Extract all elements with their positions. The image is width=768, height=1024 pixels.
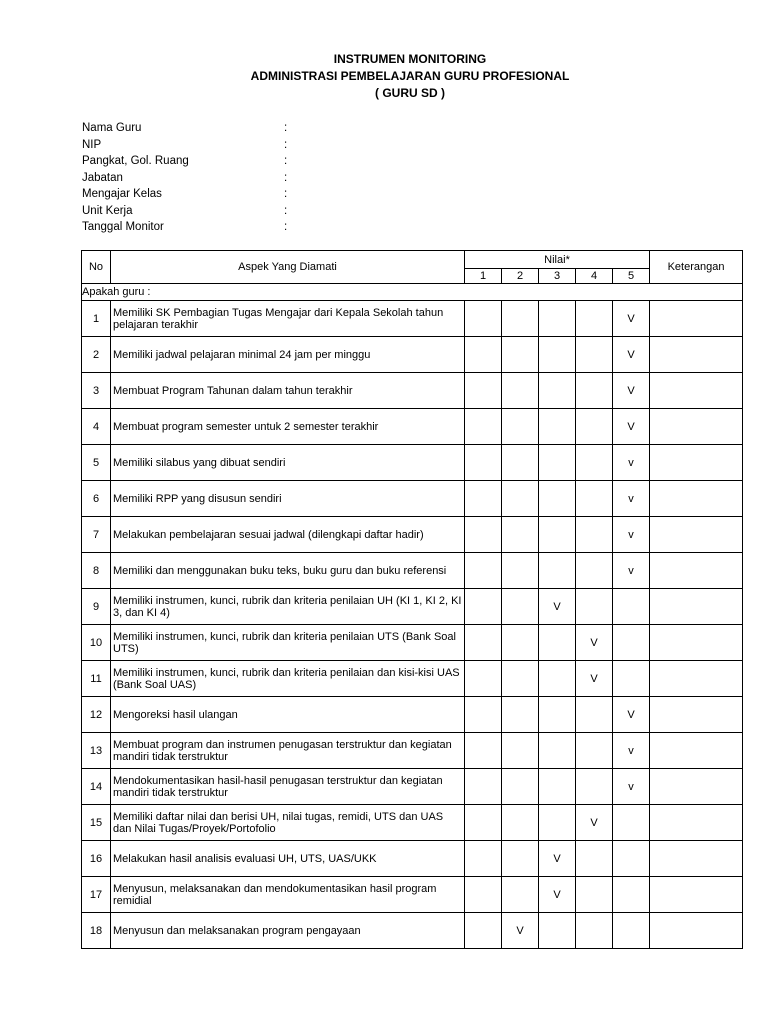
table-row	[82, 517, 743, 553]
row-keterangan	[650, 841, 743, 877]
row-aspek: Mendokumentasikan hasil-hasil penugasan terstruktur dan kegiatan mandiri tidak terstruktur	[111, 769, 465, 805]
row-number: 18	[82, 913, 111, 949]
field-label: Pangkat, Gol. Ruang	[82, 155, 189, 167]
table-row	[82, 445, 743, 481]
section-label: Apakah guru :	[82, 284, 743, 301]
score-cell-5: v	[613, 445, 650, 481]
score-cell-4	[576, 337, 613, 373]
score-cell-4: V	[576, 805, 613, 841]
score-cell-4: V	[576, 661, 613, 697]
score-header-3: 3	[539, 269, 576, 284]
score-cell-5: v	[613, 769, 650, 805]
row-aspek: Memiliki jadwal pelajaran minimal 24 jam per minggu	[111, 337, 465, 373]
row-keterangan	[650, 769, 743, 805]
field-label: NIP	[82, 138, 102, 151]
table-row	[82, 841, 743, 877]
score-cell-3	[539, 445, 576, 481]
row-keterangan	[650, 625, 743, 661]
field-label: Tanggal Monitor	[82, 221, 164, 233]
score-cell-1	[465, 481, 502, 517]
score-cell-3	[539, 913, 576, 949]
score-cell-5	[613, 805, 650, 841]
header-aspek: Aspek Yang Diamati	[111, 251, 465, 284]
row-aspek: Memiliki SK Pembagian Tugas Mengajar dari Kepala Sekolah tahun pelajaran terakhir	[111, 301, 465, 337]
field-colon: :	[284, 221, 288, 233]
score-cell-4	[576, 553, 613, 589]
score-cell-1	[465, 517, 502, 553]
table-row	[82, 697, 743, 733]
row-number: 1	[82, 301, 111, 337]
score-cell-4	[576, 373, 613, 409]
table-row	[82, 805, 743, 841]
table-row	[82, 337, 743, 373]
field-colon: :	[284, 122, 288, 134]
row-aspek: Memiliki daftar nilai dan berisi UH, nilai tugas, remidi, UTS dan UAS dan Nilai Tugas/Proyek/Portofolio	[111, 805, 465, 841]
row-number: 9	[82, 589, 111, 625]
score-cell-5: V	[613, 697, 650, 733]
score-cell-3	[539, 553, 576, 589]
score-cell-3: V	[539, 841, 576, 877]
field-label: Jabatan	[82, 171, 123, 184]
row-keterangan	[650, 409, 743, 445]
score-cell-1	[465, 373, 502, 409]
score-cell-4	[576, 841, 613, 877]
score-cell-2	[502, 697, 539, 733]
row-number: 12	[82, 697, 111, 733]
row-aspek: Menyusun, melaksanakan dan mendokumentasikan hasil program remidial	[111, 877, 465, 913]
score-cell-5	[613, 841, 650, 877]
row-keterangan	[650, 913, 743, 949]
field-label: Unit Kerja	[82, 204, 133, 217]
table-row	[82, 301, 743, 337]
row-number: 4	[82, 409, 111, 445]
score-cell-5	[613, 913, 650, 949]
header-nilai: Nilai*	[465, 251, 650, 269]
row-keterangan	[650, 481, 743, 517]
row-keterangan	[650, 445, 743, 481]
score-cell-3	[539, 661, 576, 697]
score-cell-3	[539, 805, 576, 841]
score-cell-1	[465, 877, 502, 913]
score-cell-5	[613, 589, 650, 625]
field-colon: :	[284, 204, 288, 217]
row-keterangan	[650, 661, 743, 697]
score-cell-5: V	[613, 337, 650, 373]
row-keterangan	[650, 733, 743, 769]
score-cell-1	[465, 661, 502, 697]
score-cell-2	[502, 481, 539, 517]
score-cell-5	[613, 661, 650, 697]
table-row	[82, 877, 743, 913]
score-cell-2	[502, 589, 539, 625]
score-cell-1	[465, 913, 502, 949]
field-label: Mengajar Kelas	[82, 188, 162, 200]
table-row	[82, 589, 743, 625]
score-cell-5	[613, 877, 650, 913]
row-number: 14	[82, 769, 111, 805]
field-row	[82, 153, 296, 170]
score-cell-3	[539, 337, 576, 373]
row-aspek: Membuat Program Tahunan dalam tahun terakhir	[111, 373, 465, 409]
row-aspek: Memiliki RPP yang disusun sendiri	[111, 481, 465, 517]
score-cell-1	[465, 697, 502, 733]
row-number: 6	[82, 481, 111, 517]
row-keterangan	[650, 589, 743, 625]
table-row	[82, 625, 743, 661]
score-cell-4	[576, 913, 613, 949]
field-row	[82, 137, 296, 154]
document-subtitle-level: ( GURU SD )	[375, 86, 445, 100]
header-keterangan: Keterangan	[650, 251, 743, 284]
monitoring-table	[81, 250, 743, 949]
row-number: 11	[82, 661, 111, 697]
field-label: Nama Guru	[82, 122, 142, 134]
score-cell-3	[539, 409, 576, 445]
score-cell-4	[576, 589, 613, 625]
score-cell-2	[502, 733, 539, 769]
table-row	[82, 553, 743, 589]
score-header-2: 2	[502, 269, 539, 284]
score-cell-5: V	[613, 373, 650, 409]
table-row	[82, 769, 743, 805]
score-cell-1	[465, 805, 502, 841]
row-aspek: Membuat program dan instrumen penugasan terstruktur dan kegiatan mandiri tidak terstruktur	[111, 733, 465, 769]
table-row	[82, 373, 743, 409]
field-row	[82, 219, 296, 236]
score-header-4: 4	[576, 269, 613, 284]
row-keterangan	[650, 337, 743, 373]
score-cell-4	[576, 409, 613, 445]
score-cell-3: V	[539, 589, 576, 625]
row-number: 17	[82, 877, 111, 913]
field-row	[82, 170, 296, 187]
row-keterangan	[650, 697, 743, 733]
score-cell-1	[465, 733, 502, 769]
field-colon: :	[284, 171, 288, 184]
table-row	[82, 409, 743, 445]
score-cell-4	[576, 445, 613, 481]
field-row	[82, 186, 296, 203]
score-cell-2	[502, 553, 539, 589]
identity-fields	[82, 120, 296, 236]
score-cell-2	[502, 805, 539, 841]
field-colon: :	[284, 138, 288, 151]
score-cell-5: v	[613, 553, 650, 589]
score-cell-3	[539, 373, 576, 409]
score-cell-1	[465, 445, 502, 481]
score-header-5: 5	[613, 269, 650, 284]
row-keterangan	[650, 805, 743, 841]
table-row	[82, 913, 743, 949]
score-cell-3: V	[539, 877, 576, 913]
row-number: 2	[82, 337, 111, 373]
document-subtitle: ADMINISTRASI PEMBELAJARAN GURU PROFESIONAL	[250, 69, 570, 83]
score-cell-1	[465, 769, 502, 805]
field-colon: :	[284, 188, 288, 200]
table-header-row	[82, 251, 743, 269]
row-aspek: Mengoreksi hasil ulangan	[111, 697, 465, 733]
row-number: 7	[82, 517, 111, 553]
score-cell-4	[576, 733, 613, 769]
row-number: 16	[82, 841, 111, 877]
row-number: 8	[82, 553, 111, 589]
score-cell-2	[502, 409, 539, 445]
score-cell-2	[502, 337, 539, 373]
row-aspek: Melakukan pembelajaran sesuai jadwal (dilengkapi daftar hadir)	[111, 517, 465, 553]
score-cell-1	[465, 301, 502, 337]
row-aspek: Memiliki instrumen, kunci, rubrik dan kriteria penilaian UTS (Bank Soal UTS)	[111, 625, 465, 661]
score-cell-3	[539, 625, 576, 661]
score-cell-5	[613, 625, 650, 661]
row-aspek: Memiliki instrumen, kunci, rubrik dan kriteria penilaian UH (KI 1, KI 2, KI 3, dan KI 4)	[111, 589, 465, 625]
row-number: 10	[82, 625, 111, 661]
score-cell-4	[576, 769, 613, 805]
document-title: INSTRUMEN MONITORING	[333, 52, 487, 66]
score-cell-5: v	[613, 481, 650, 517]
score-cell-2	[502, 445, 539, 481]
score-cell-1	[465, 409, 502, 445]
score-cell-4	[576, 877, 613, 913]
score-cell-3	[539, 517, 576, 553]
row-aspek: Menyusun dan melaksanakan program pengayaan	[111, 913, 465, 949]
score-cell-2: V	[502, 913, 539, 949]
score-cell-1	[465, 841, 502, 877]
score-cell-2	[502, 661, 539, 697]
section-row	[82, 284, 743, 301]
score-cell-1	[465, 553, 502, 589]
table-row	[82, 733, 743, 769]
score-cell-3	[539, 301, 576, 337]
score-header-1: 1	[465, 269, 502, 284]
row-number: 3	[82, 373, 111, 409]
row-number: 15	[82, 805, 111, 841]
score-cell-4	[576, 517, 613, 553]
row-number: 5	[82, 445, 111, 481]
score-cell-2	[502, 373, 539, 409]
score-cell-1	[465, 337, 502, 373]
score-cell-4	[576, 481, 613, 517]
row-keterangan	[650, 877, 743, 913]
score-cell-2	[502, 301, 539, 337]
score-cell-3	[539, 769, 576, 805]
row-keterangan	[650, 517, 743, 553]
header-no: No	[82, 251, 111, 284]
field-row	[82, 120, 296, 137]
score-cell-5: V	[613, 409, 650, 445]
row-aspek: Membuat program semester untuk 2 semester terakhir	[111, 409, 465, 445]
table-row	[82, 661, 743, 697]
score-cell-1	[465, 625, 502, 661]
score-cell-2	[502, 841, 539, 877]
row-keterangan	[650, 373, 743, 409]
score-cell-2	[502, 877, 539, 913]
field-row	[82, 203, 296, 220]
score-cell-2	[502, 769, 539, 805]
score-cell-5: v	[613, 517, 650, 553]
score-cell-3	[539, 481, 576, 517]
row-number: 13	[82, 733, 111, 769]
score-cell-2	[502, 625, 539, 661]
row-keterangan	[650, 301, 743, 337]
score-cell-3	[539, 697, 576, 733]
score-cell-4	[576, 301, 613, 337]
score-cell-5: V	[613, 301, 650, 337]
field-colon: :	[284, 155, 288, 167]
table-row	[82, 481, 743, 517]
row-keterangan	[650, 553, 743, 589]
row-aspek: Memiliki silabus yang dibuat sendiri	[111, 445, 465, 481]
score-cell-4: V	[576, 625, 613, 661]
row-aspek: Memiliki dan menggunakan buku teks, buku guru dan buku referensi	[111, 553, 465, 589]
score-cell-5: v	[613, 733, 650, 769]
score-cell-4	[576, 697, 613, 733]
row-aspek: Melakukan hasil analisis evaluasi UH, UTS, UAS/UKK	[111, 841, 465, 877]
row-aspek: Memiliki instrumen, kunci, rubrik dan kriteria penilaian dan kisi-kisi UAS (Bank Soal UAS)	[111, 661, 465, 697]
score-cell-3	[539, 733, 576, 769]
score-cell-2	[502, 517, 539, 553]
score-cell-1	[465, 589, 502, 625]
